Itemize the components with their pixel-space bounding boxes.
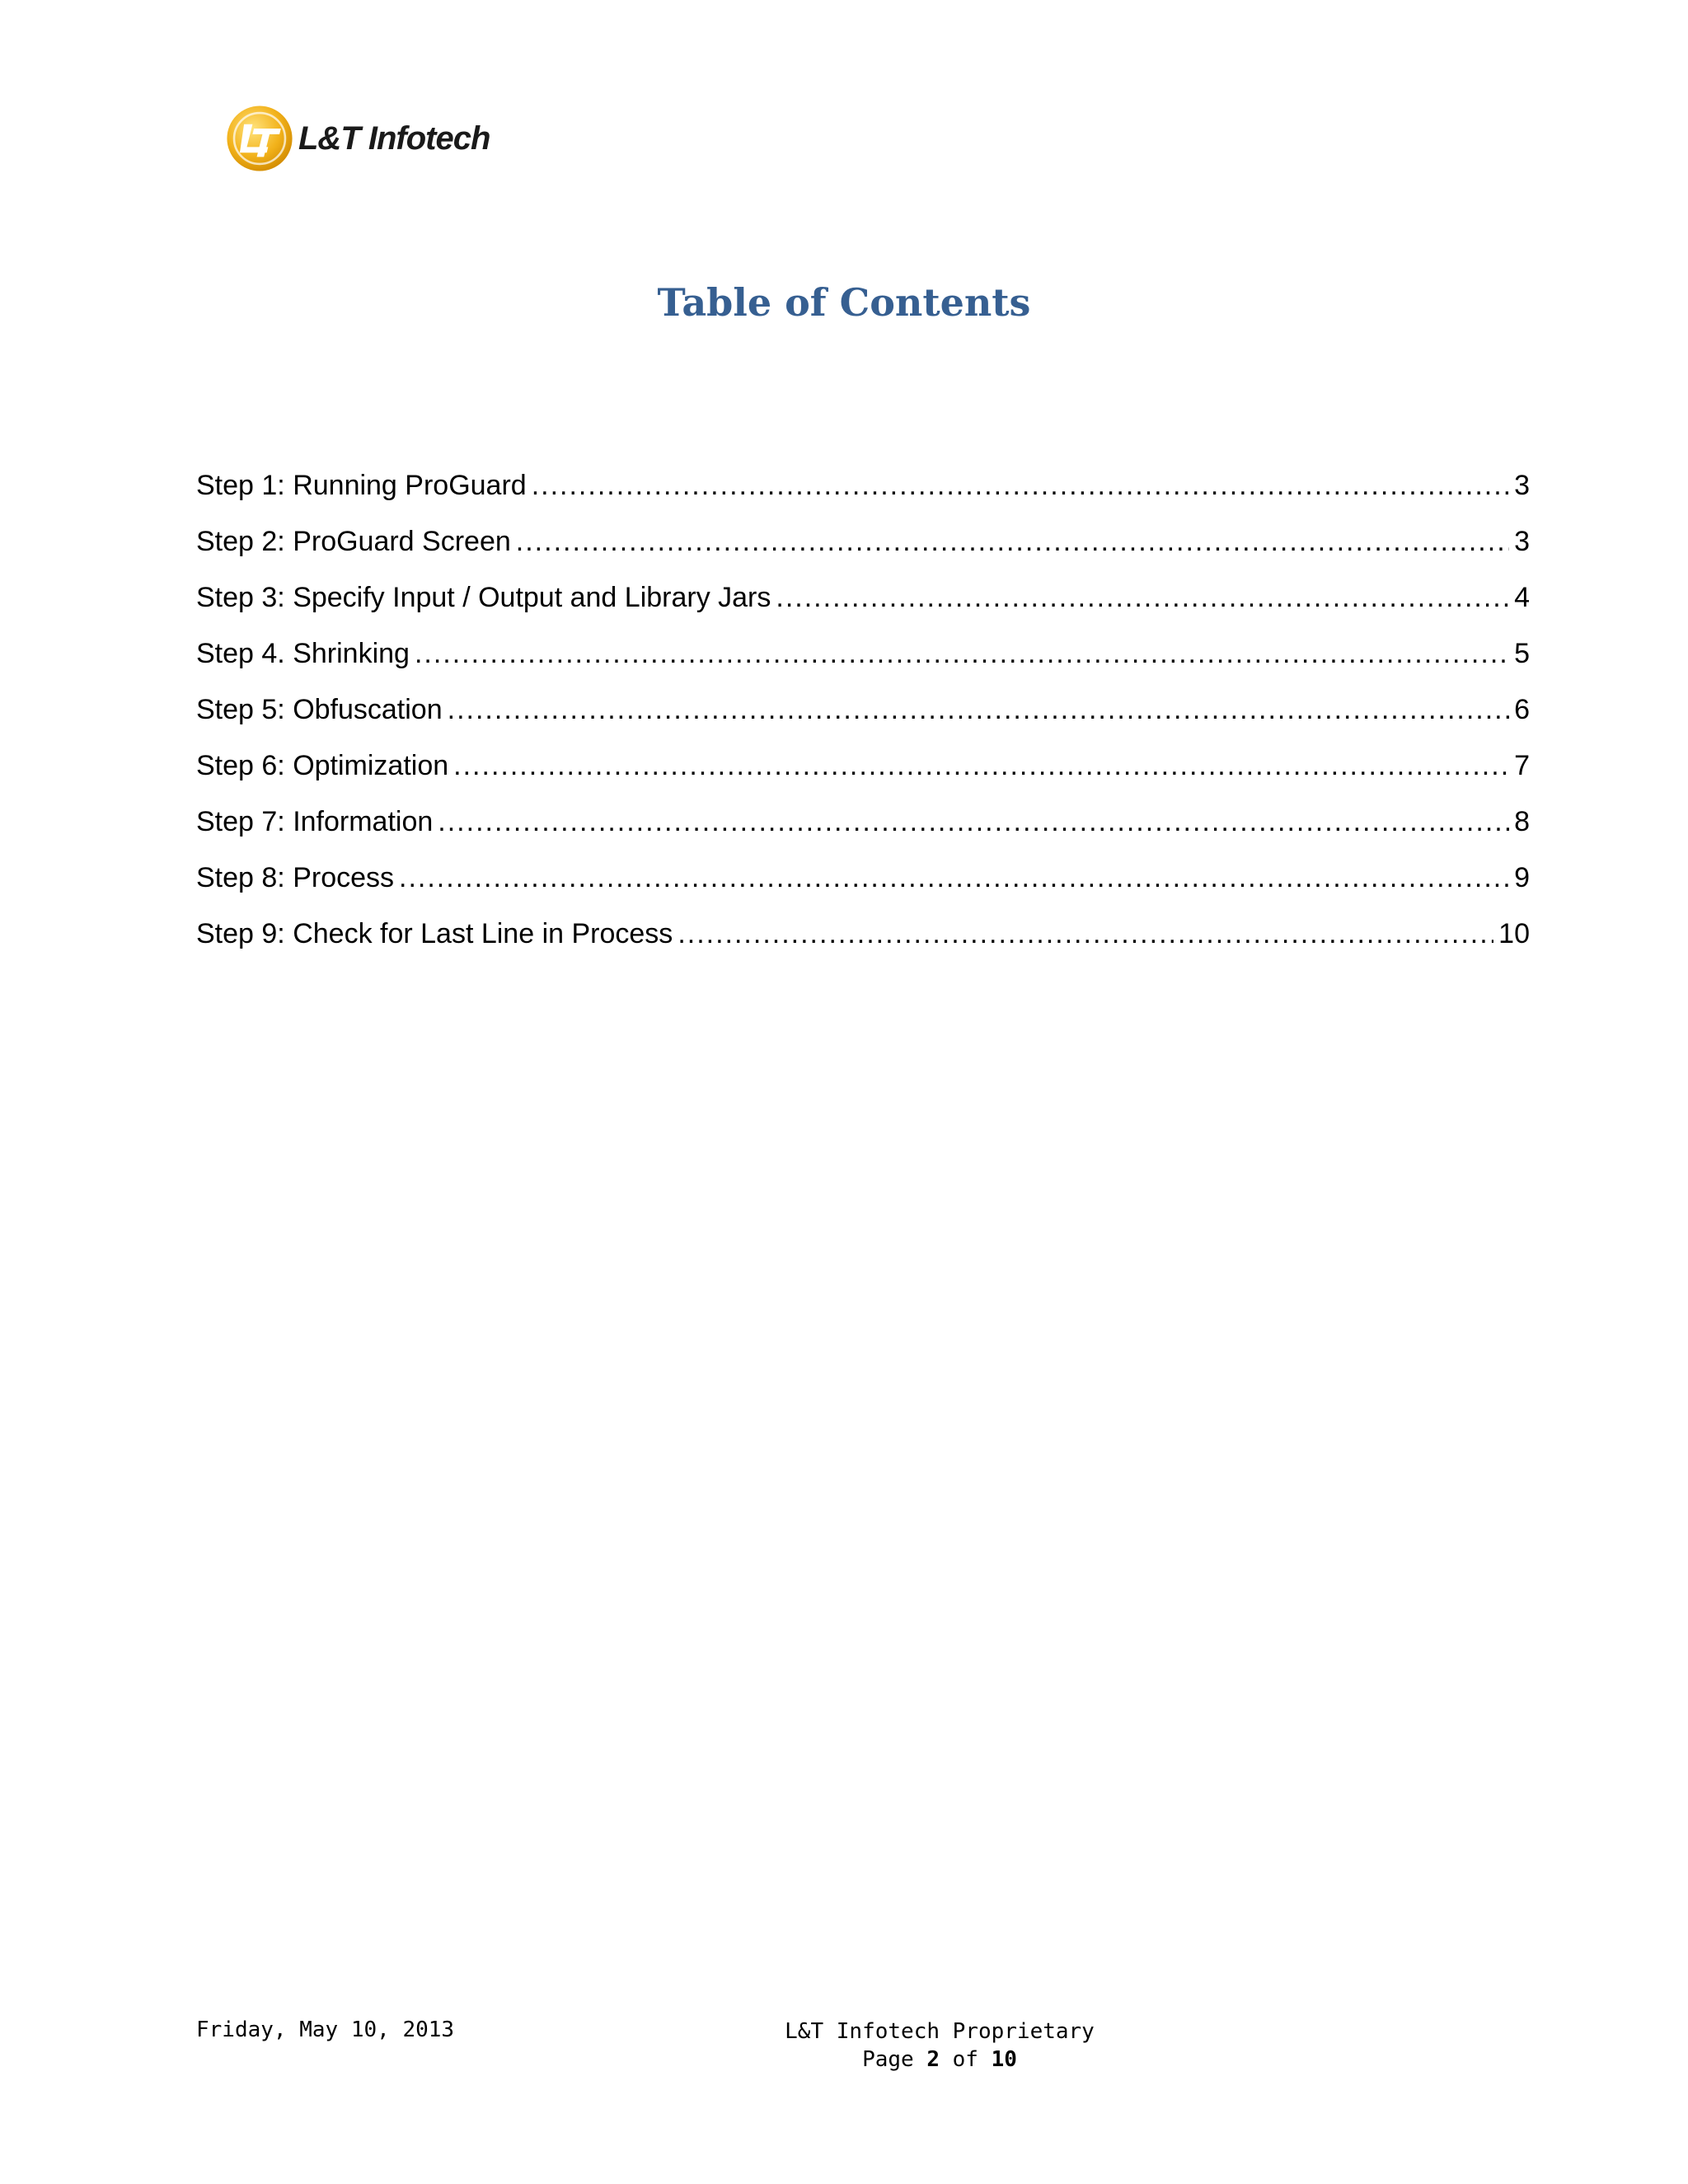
toc-dot-leader (438, 806, 1509, 838)
toc-title: Table of Contents (657, 280, 1031, 325)
footer-proprietary: L&T Infotech Proprietary (785, 2019, 1095, 2044)
toc-entry-step-3[interactable] (196, 582, 1530, 638)
toc-entry-step-8[interactable] (196, 862, 1530, 918)
toc-entry-label: Step 5: Obfuscation (196, 694, 443, 725)
toc-entry-label: Step 6: Optimization (196, 750, 449, 781)
toc-entry-step-5[interactable] (196, 694, 1530, 750)
lt-logo-icon (224, 103, 295, 174)
toc-entry-label: Step 7: Information (196, 806, 434, 837)
logo-text: L&T Infotech (298, 120, 490, 157)
toc-entry-page: 3 (1514, 470, 1530, 501)
footer-page-of: of (952, 2047, 978, 2072)
footer-page-prefix: Page (862, 2047, 914, 2072)
toc-dot-leader (399, 862, 1509, 894)
toc-entry-label: Step 2: ProGuard Screen (196, 526, 511, 557)
toc-entry-step-7[interactable] (196, 806, 1530, 862)
toc-entry-page: 3 (1514, 526, 1530, 557)
toc-entry-label: Step 1: Running ProGuard (196, 470, 527, 501)
toc-dot-leader (776, 582, 1509, 614)
toc-entry-label: Step 8: Process (196, 862, 395, 893)
footer-page-current: 2 (926, 2047, 940, 2072)
company-logo (224, 99, 488, 178)
toc-entry-page: 9 (1514, 862, 1530, 893)
toc-entry-step-6[interactable] (196, 750, 1530, 806)
toc-entry-step-9[interactable] (196, 918, 1530, 974)
toc-entry-step-1[interactable] (196, 470, 1530, 526)
footer-page-number (709, 2046, 1170, 2074)
toc-dot-leader (516, 526, 1509, 558)
toc-entry-label: Step 4. Shrinking (196, 638, 410, 669)
toc-dot-leader (415, 638, 1509, 670)
toc-entry-step-2[interactable] (196, 526, 1530, 582)
toc-list (196, 470, 1530, 974)
toc-entry-page: 5 (1514, 638, 1530, 669)
toc-entry-page: 7 (1514, 750, 1530, 781)
toc-entry-page: 6 (1514, 694, 1530, 725)
toc-entry-step-4[interactable] (196, 638, 1530, 694)
toc-dot-leader (532, 470, 1509, 502)
footer-date: Friday, May 10, 2013 (196, 2018, 455, 2042)
toc-entry-label: Step 9: Check for Last Line in Process (196, 918, 673, 949)
toc-dot-leader (448, 694, 1509, 726)
toc-entry-label: Step 3: Specify Input / Output and Library Jars (196, 582, 771, 613)
toc-entry-page: 8 (1514, 806, 1530, 837)
toc-dot-leader (678, 918, 1493, 950)
toc-entry-page: 4 (1514, 582, 1530, 613)
toc-dot-leader (453, 750, 1509, 782)
footer-page-total: 10 (991, 2047, 1017, 2072)
footer-center (709, 2018, 1170, 2074)
toc-entry-page: 10 (1498, 918, 1530, 949)
